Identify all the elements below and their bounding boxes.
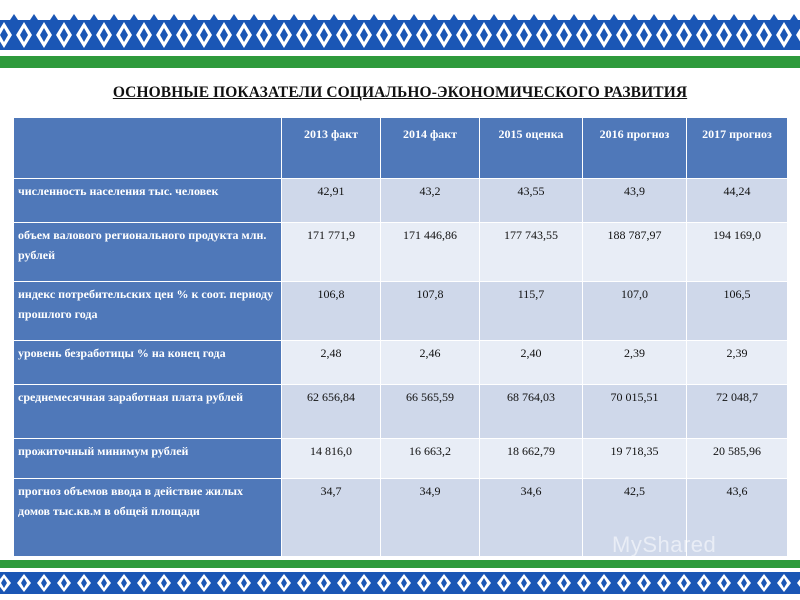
row-label-housing: прогноз объемов ввода в действие жилых домов тыс.кв.м в общей площади xyxy=(14,479,282,557)
table-cell: 2,48 xyxy=(282,341,381,385)
top-ornament-banner xyxy=(0,0,800,68)
table-cell: 20 585,96 xyxy=(687,439,788,479)
table-cell: 44,24 xyxy=(687,179,788,223)
watermark-logo: MyShared xyxy=(612,532,717,557)
table-cell: 18 662,79 xyxy=(480,439,583,479)
ornament-white-strip xyxy=(0,594,800,600)
table-row xyxy=(14,223,788,282)
table-row xyxy=(14,439,788,479)
bottom-ornament-graphic xyxy=(0,560,800,600)
table-cell: 72 048,7 xyxy=(687,385,788,439)
table-cell: 171 446,86 xyxy=(381,223,480,282)
column-header-2016: 2016 прогноз xyxy=(583,118,687,179)
table-cell: 106,5 xyxy=(687,282,788,341)
header-corner-cell xyxy=(14,118,282,179)
table-cell: 34,7 xyxy=(282,479,381,557)
table-cell: 62 656,84 xyxy=(282,385,381,439)
table-cell: 43,6 xyxy=(687,479,788,557)
table-cell: 16 663,2 xyxy=(381,439,480,479)
column-header-2013: 2013 факт xyxy=(282,118,381,179)
row-label-subsistence-minimum: прожиточный минимум рублей xyxy=(14,439,282,479)
ornament-green-strip xyxy=(0,560,800,568)
table-cell: 177 743,55 xyxy=(480,223,583,282)
top-ornament-graphic xyxy=(0,0,800,68)
indicators-table xyxy=(13,117,788,557)
table-cell: 42,5 xyxy=(583,479,687,557)
table-cell: 188 787,97 xyxy=(583,223,687,282)
table-cell: 2,46 xyxy=(381,341,480,385)
row-label-unemployment: уровень безработицы % на конец года xyxy=(14,341,282,385)
column-header-2014: 2014 факт xyxy=(381,118,480,179)
table-cell: 34,6 xyxy=(480,479,583,557)
table-cell: 194 169,0 xyxy=(687,223,788,282)
ornament-white-line xyxy=(0,50,800,56)
table-cell: 106,8 xyxy=(282,282,381,341)
column-header-2017: 2017 прогноз xyxy=(687,118,788,179)
ornament-white-strip xyxy=(0,0,800,20)
table-cell: 107,0 xyxy=(583,282,687,341)
table-cell: 2,40 xyxy=(480,341,583,385)
table-cell: 107,8 xyxy=(381,282,480,341)
row-label-population: численность населения тыс. человек xyxy=(14,179,282,223)
table-cell: 43,55 xyxy=(480,179,583,223)
table-cell: 70 015,51 xyxy=(583,385,687,439)
row-label-grp: объем валового регионального продукта млн. рублей xyxy=(14,223,282,282)
bottom-ornament-banner xyxy=(0,560,800,600)
table-row xyxy=(14,385,788,439)
table-cell: 115,7 xyxy=(480,282,583,341)
table-cell: 34,9 xyxy=(381,479,480,557)
table-cell: 43,2 xyxy=(381,179,480,223)
table-cell: 19 718,35 xyxy=(583,439,687,479)
table-cell: 2,39 xyxy=(687,341,788,385)
table-cell: 42,91 xyxy=(282,179,381,223)
table-cell: 171 771,9 xyxy=(282,223,381,282)
column-header-2015: 2015 оценка xyxy=(480,118,583,179)
table-cell: 66 565,59 xyxy=(381,385,480,439)
ornament-white-line xyxy=(0,568,800,572)
table-cell: 43,9 xyxy=(583,179,687,223)
table-row xyxy=(14,179,788,223)
table-cell: 2,39 xyxy=(583,341,687,385)
header-row xyxy=(14,118,788,179)
row-label-salary: среднемесячная заработная плата рублей xyxy=(14,385,282,439)
table-cell: 68 764,03 xyxy=(480,385,583,439)
page-title: ОСНОВНЫЕ ПОКАЗАТЕЛИ СОЦИАЛЬНО-ЭКОНОМИЧЕСКОГО РАЗВИТИЯ xyxy=(112,84,688,101)
row-label-cpi: индекс потребительских цен % к соот. периоду прошлого года xyxy=(14,282,282,341)
table-row xyxy=(14,282,788,341)
ornament-green-strip xyxy=(0,56,800,68)
table-row xyxy=(14,341,788,385)
table-cell: 14 816,0 xyxy=(282,439,381,479)
